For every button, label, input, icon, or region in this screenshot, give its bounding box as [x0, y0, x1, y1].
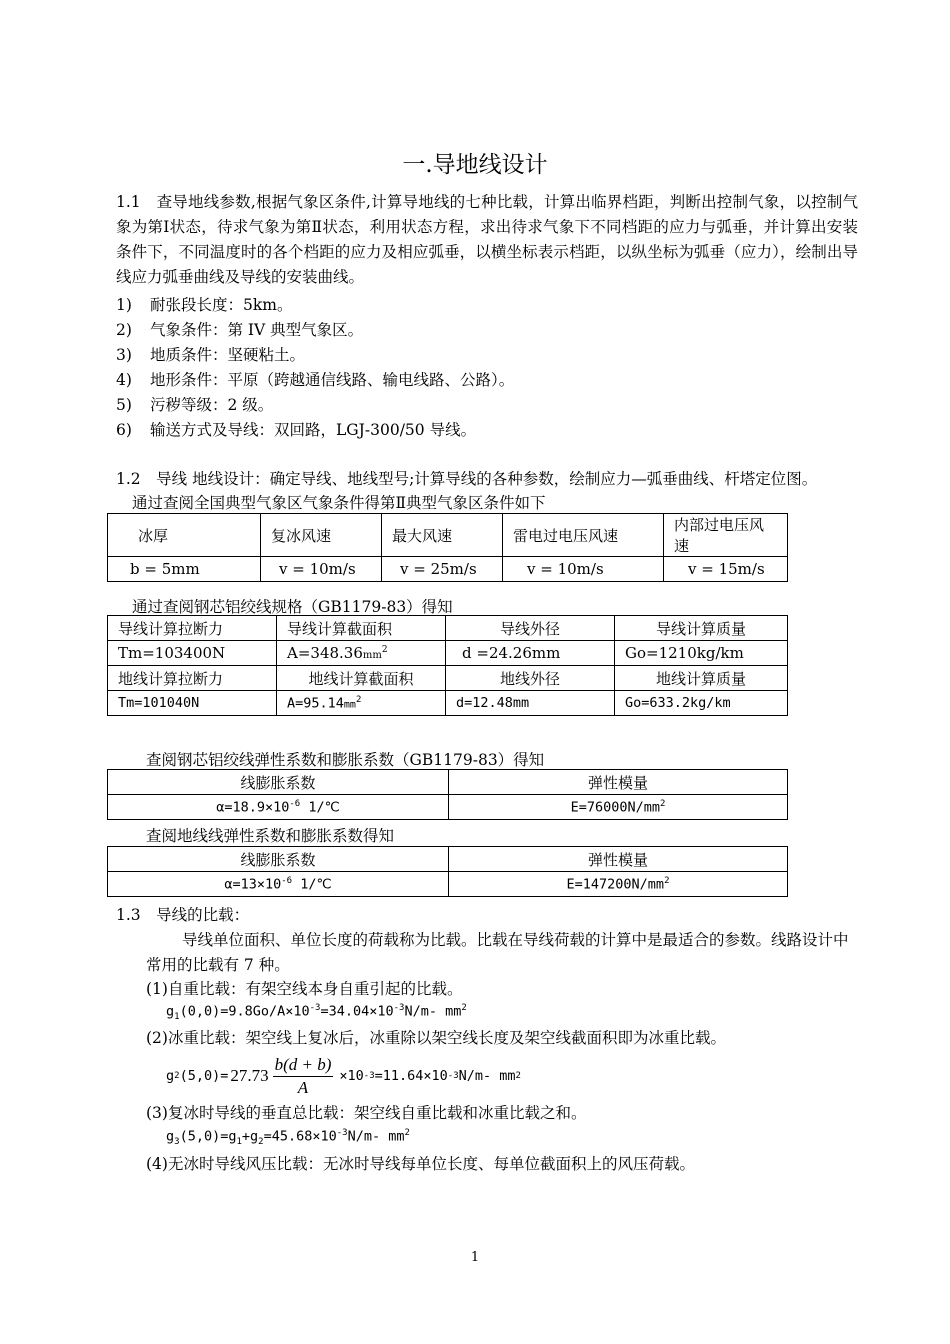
table-cell: $E=147200N/mm^2$: [449, 872, 788, 897]
list-number: 3): [116, 346, 132, 364]
table-cell: v = 15m/s: [664, 557, 788, 582]
list-item: [116, 343, 305, 365]
table-cell: d=12.48mm: [446, 691, 615, 716]
table-header: 导线计算质量: [615, 616, 788, 641]
conductor-spec-table: [107, 615, 788, 716]
table-header: 地线计算截面积: [277, 666, 446, 691]
table-row: [108, 514, 788, 557]
table-row: [108, 872, 788, 897]
table-cell: Go=1210kg/km: [615, 641, 788, 666]
table-header: 导线计算截面积: [277, 616, 446, 641]
table-header: 导线外径: [446, 616, 615, 641]
formula-g2: g 2 (5,0)= 27.73 $\frac{b(d + b)}{A}$ ×10 -3 =11.64×10 -3 N/m- mm 2: [166, 1054, 521, 1097]
table-cell: $\alpha=13\times 10^{-6}$ 1/℃: [108, 872, 449, 897]
table-cell: v = 25m/s: [382, 557, 503, 582]
list-text: 地质条件：坚硬粘土。: [150, 346, 306, 364]
spec-intro: 通过查阅钢芯铝绞线规格（GB1179-83）得知: [132, 598, 453, 616]
page-number: 1: [470, 1250, 480, 1265]
table-cell: Tm=101040N: [108, 691, 277, 716]
intro-paragraph: 1.1 查导地线参数,根据气象区条件,计算导地线的七种比载，计算出临界档距，判断出控制气象，以控制气象为第Ⅰ状态，待求气象为第Ⅱ状态，利用状态方程，求出待求气象下不同档距的应力与弧垂，并计算出安装条件下，不同温度时的各个档距的应力及相应弧垂，以横坐标表示档距，以纵坐标为弧垂（应力），绘制出导线应力弧垂曲线及导线的安装曲线。: [116, 193, 858, 286]
table-row: [108, 795, 788, 820]
fraction: $\frac{b(d + b)}{A}$: [274, 1054, 332, 1097]
table-header: 雷电过电压风速: [503, 514, 664, 557]
conductor-elastic-table: [107, 769, 788, 820]
table-cell: Go=633.2kg/km: [615, 691, 788, 716]
ground-elastic-table: [107, 846, 788, 897]
table-header: 冰厚: [108, 514, 261, 557]
list-item: [116, 318, 363, 340]
list-number: 4): [116, 371, 132, 389]
table-cell: Tm=103400N: [108, 641, 277, 666]
table-header: 线膨胀系数: [108, 770, 449, 795]
table-cell: v = 10m/s: [261, 557, 382, 582]
table-cell: b = 5mm: [108, 557, 261, 582]
table-cell: $A=95.14mm^2$: [277, 691, 446, 716]
section-1-3-heading: 1.3 导线的比载：: [116, 906, 250, 924]
list-text: 污秽等级：2 级。: [150, 396, 274, 414]
weather-table: [107, 513, 788, 582]
list-text: 耐张段长度：5km。: [150, 296, 293, 314]
table-row: [108, 847, 788, 872]
list-text: 气象条件：第 IV 典型气象区。: [150, 321, 364, 339]
table-row: [108, 616, 788, 641]
table-header: 地线计算拉断力: [108, 666, 277, 691]
elastic-intro-conductor: 查阅钢芯铝绞线弹性系数和膨胀系数（GB1179-83）得知: [146, 751, 545, 769]
list-text: 地形条件：平原（跨越通信线路、输电线路、公路）。: [150, 371, 515, 389]
list-text: 输送方式及导线：双回路，LGJ-300/50 导线。: [150, 421, 477, 439]
table-cell: $\alpha=18.9\times 10^{-6}$ 1/℃: [108, 795, 449, 820]
table-cell: v = 10m/s: [503, 557, 664, 582]
load-3-heading: (3)复冰时导线的垂直总比载：架空线自重比载和冰重比载之和。: [146, 1104, 587, 1122]
section-1-2-heading: 1.2 导线 地线设计：确定导线、地线型号;计算导线的各种参数，绘制应力—弧垂曲线、杆塔定位图。: [116, 470, 818, 488]
table-row: [108, 770, 788, 795]
table-row: [108, 666, 788, 691]
table-header: 复冰风速: [261, 514, 382, 557]
section-1-3-paragraph: 导线单位面积、单位长度的荷载称为比载。比载在导线荷载的计算中是最适合的参数。线路设计中常用的比载有 7 种。: [146, 931, 849, 974]
table-row: [108, 557, 788, 582]
formula-g1: $g_1(0,0)=9.8Go/A\times 10^{-3}=34.04\times 10^{-3}N/m-$ $mm^2$: [166, 1003, 467, 1023]
table-header: 内部过电压风速: [664, 514, 788, 557]
table-header: 地线计算质量: [615, 666, 788, 691]
load-1-heading: (1)自重比载：有架空线本身自重引起的比载。: [146, 980, 463, 998]
table-header: 导线计算拉断力: [108, 616, 277, 641]
list-number: 2): [116, 321, 132, 339]
formula-g3: $g_3(5,0)=g_1+g_2=45.68\times 10^{-3}N/m-$ $mm^2$: [166, 1128, 410, 1148]
elastic-intro-ground: 查阅地线线弹性系数和膨胀系数得知: [146, 827, 395, 845]
table-header: 最大风速: [382, 514, 503, 557]
table-row: [108, 641, 788, 666]
table-row: [108, 691, 788, 716]
list-item: [116, 418, 476, 440]
table-header: 弹性模量: [449, 770, 788, 795]
list-number: 5): [116, 396, 132, 414]
list-item: [116, 293, 292, 315]
load-4-heading: (4)无冰时导线风压比载：无冰时导线每单位长度、每单位截面积上的风压荷载。: [146, 1155, 695, 1173]
page-title: 一.导地线设计: [402, 152, 548, 178]
list-number: 6): [116, 421, 132, 439]
list-item: [116, 368, 514, 390]
list-number: 1): [116, 296, 132, 314]
table-cell: $A=348.36mm^2$: [277, 641, 446, 666]
table-header: 弹性模量: [449, 847, 788, 872]
table-cell: $E=76000N/mm^2$: [449, 795, 788, 820]
weather-intro: 通过查阅全国典型气象区气象条件得第Ⅱ典型气象区条件如下: [132, 494, 546, 512]
load-2-heading: (2)冰重比载：架空线上复冰后，冰重除以架空线长度及架空线截面积即为冰重比载。: [146, 1029, 726, 1047]
table-cell: d =24.26mm: [446, 641, 615, 666]
table-header: 线膨胀系数: [108, 847, 449, 872]
table-header: 地线外径: [446, 666, 615, 691]
list-item: [116, 393, 273, 415]
